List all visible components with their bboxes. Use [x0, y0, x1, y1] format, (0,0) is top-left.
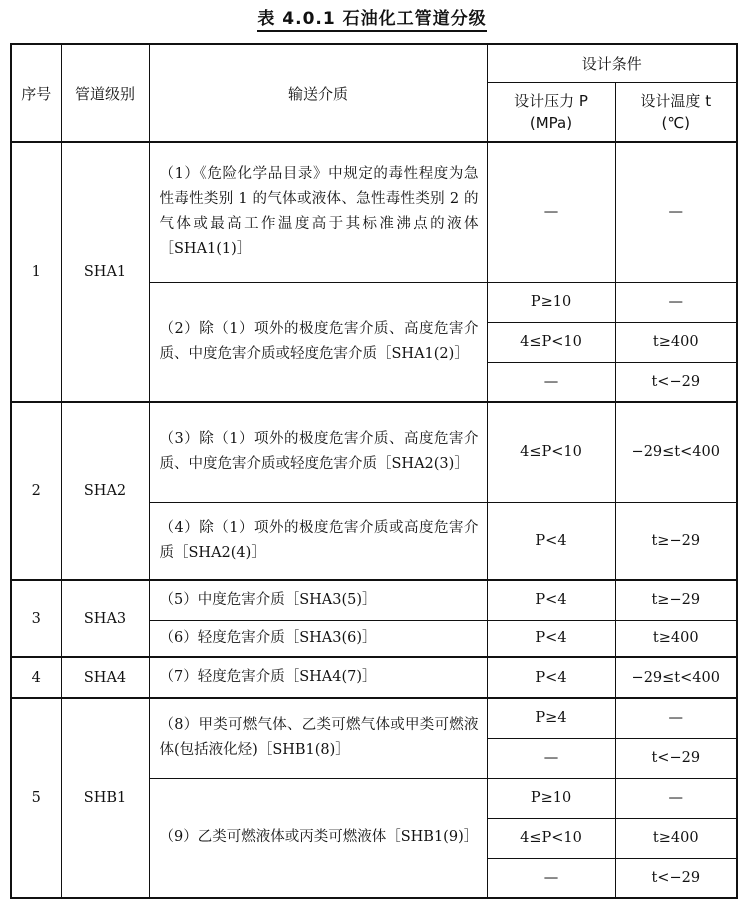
pipe-level: SHA4 — [61, 657, 149, 698]
design-pressure: P≥10 — [487, 282, 615, 322]
pipe-level: SHA3 — [61, 580, 149, 657]
design-temperature: t≥−29 — [615, 580, 737, 620]
design-pressure: P≥10 — [487, 778, 615, 818]
header-pressure-unit: (MPa) — [529, 113, 573, 132]
design-pressure: — — [487, 142, 615, 282]
design-temperature: t<−29 — [615, 362, 737, 402]
table-title: 表 4.0.1 石油化工管道分级 — [0, 4, 744, 29]
medium-description: （6）轻度危害介质［SHA3(6)］ — [149, 620, 487, 657]
medium-description: （5）中度危害介质［SHA3(5)］ — [149, 580, 487, 620]
pipe-level: SHB1 — [61, 698, 149, 898]
pipe-classification-table — [10, 43, 738, 899]
design-temperature: — — [615, 778, 737, 818]
header-level: 管道级别 — [61, 44, 149, 142]
header-no: 序号 — [11, 44, 61, 142]
design-temperature: — — [615, 282, 737, 322]
header-temperature-unit: (℃) — [661, 113, 691, 132]
medium-description: （8）甲类可燃气体、乙类可燃气体或甲类可燃液体(包括液化烃)［SHB1(8)］ — [149, 698, 487, 778]
design-temperature: t≥400 — [615, 620, 737, 657]
header-pressure-label: 设计压力 P — [514, 91, 588, 110]
design-pressure: — — [487, 738, 615, 778]
row-number: 3 — [11, 580, 61, 657]
medium-description: （4）除（1）项外的极度危害介质或高度危害介质［SHA2(4)］ — [149, 502, 487, 580]
design-temperature: t≥−29 — [615, 502, 737, 580]
design-temperature: t≥400 — [615, 818, 737, 858]
design-temperature: — — [615, 142, 737, 282]
header-medium: 输送介质 — [149, 44, 487, 142]
design-pressure: — — [487, 362, 615, 402]
medium-description: （9）乙类可燃液体或丙类可燃液体［SHB1(9)］ — [149, 778, 487, 898]
table-row — [11, 402, 737, 502]
design-pressure: P<4 — [487, 502, 615, 580]
design-pressure: P≥4 — [487, 698, 615, 738]
table-row — [11, 580, 737, 620]
medium-description: （3）除（1）项外的极度危害介质、高度危害介质、中度危害介质或轻度危害介质［SHA2(3)］ — [149, 402, 487, 502]
header-temperature — [615, 82, 737, 142]
design-pressure: P<4 — [487, 620, 615, 657]
design-pressure: P<4 — [487, 657, 615, 698]
table-row — [11, 698, 737, 738]
table-row — [11, 657, 737, 698]
design-pressure: — — [487, 858, 615, 898]
design-temperature: t<−29 — [615, 858, 737, 898]
row-number: 4 — [11, 657, 61, 698]
medium-description: （2）除（1）项外的极度危害介质、高度危害介质、中度危害介质或轻度危害介质［SHA1(2)］ — [149, 282, 487, 402]
table-row — [11, 142, 737, 282]
design-temperature: — — [615, 698, 737, 738]
design-pressure: 4≤P<10 — [487, 322, 615, 362]
design-temperature: −29≤t<400 — [615, 657, 737, 698]
design-pressure: P<4 — [487, 580, 615, 620]
medium-description: （7）轻度危害介质［SHA4(7)］ — [149, 657, 487, 698]
header-row — [11, 44, 737, 82]
pipe-level: SHA1 — [61, 142, 149, 402]
row-number: 2 — [11, 402, 61, 580]
design-temperature: t<−29 — [615, 738, 737, 778]
design-pressure: 4≤P<10 — [487, 402, 615, 502]
header-pressure — [487, 82, 615, 142]
table-body — [11, 142, 737, 898]
row-number: 5 — [11, 698, 61, 898]
row-number: 1 — [11, 142, 61, 402]
design-temperature: t≥400 — [615, 322, 737, 362]
design-temperature: −29≤t<400 — [615, 402, 737, 502]
header-temperature-label: 设计温度 t — [640, 91, 712, 110]
pipe-level: SHA2 — [61, 402, 149, 580]
header-conditions: 设计条件 — [487, 44, 737, 82]
medium-description: （1）《危险化学品目录》中规定的毒性程度为急性毒性类别 1 的气体或液体、急性毒性类别 2 的气体或最高工作温度高于其标准沸点的液体［SHA1(1)］ — [149, 142, 487, 282]
design-pressure: 4≤P<10 — [487, 818, 615, 858]
